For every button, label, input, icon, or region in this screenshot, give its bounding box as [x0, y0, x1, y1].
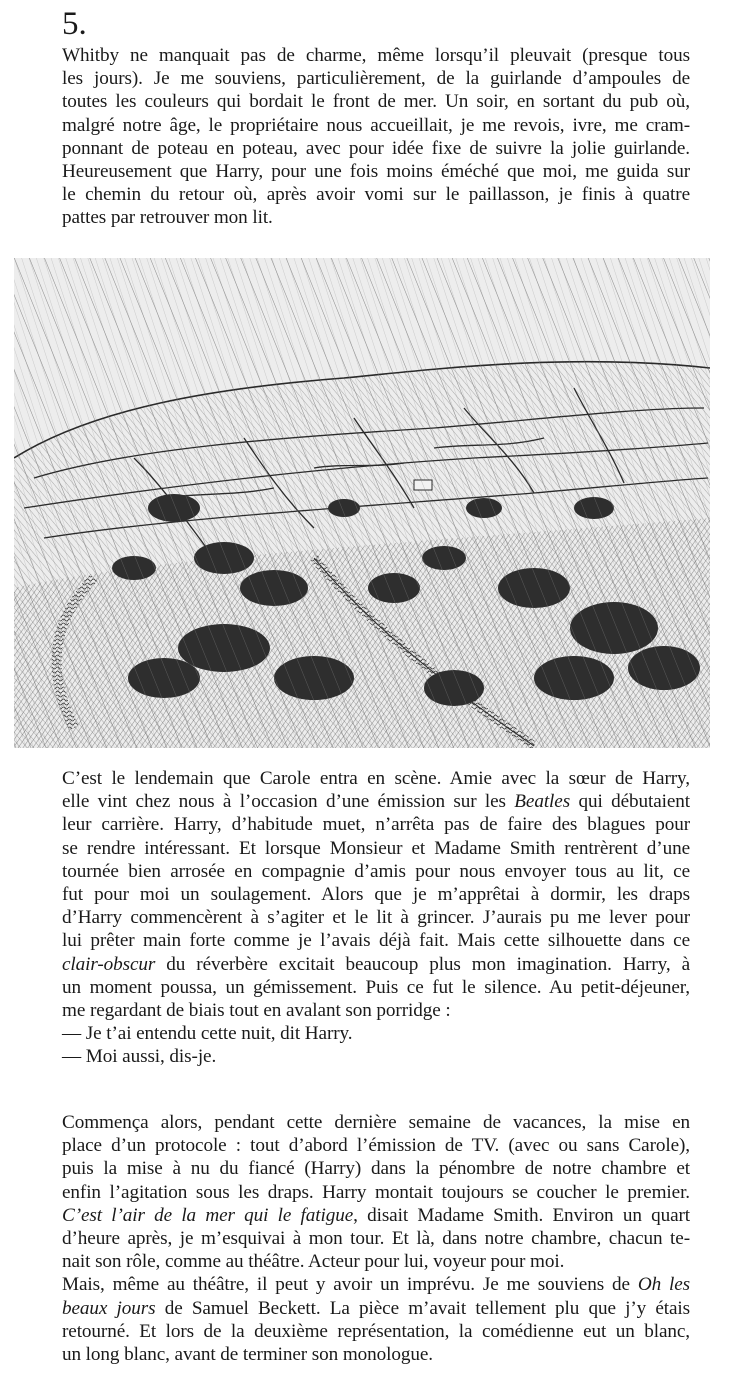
text-line: pattes par retrouver mon lit. — [62, 207, 273, 229]
paragraph-1 — [62, 44, 690, 230]
text-line — [62, 790, 690, 813]
text-line: le chemin du retour où, après avoir vomi sur le paillasson, je finis à quatre — [62, 184, 690, 206]
text-line — [62, 1273, 690, 1296]
text-line: place d’un protocole : tout d’abord l’émission de TV. (avec ou sans Carole), — [62, 1135, 690, 1157]
dialogue-line: — Moi aussi, dis-je. — [62, 1046, 217, 1068]
text-line: Heureusement que Harry, pour une fois moins éméché que moi, me guida sur — [62, 161, 690, 183]
text-line — [62, 1297, 690, 1320]
text-line: malgré notre âge, le propriétaire nous accueillait, je me revois, ivre, me cram- — [62, 114, 690, 136]
text-line: leur carrière. Harry, d’habitude muet, n’arrêta pas de faire des blagues pour — [62, 814, 690, 836]
text-line: d’heure après, je m’esquivai à mon tour. Et là, dans notre chambre, chacun te- — [62, 1228, 690, 1250]
text-run: de Samuel Beckett. La pièce m’avait tellement plu que j’y étais — [155, 1297, 690, 1319]
italic-term: clair-obscur — [62, 953, 156, 975]
text-line: C’est le lendemain que Carole entra en scène. Amie avec la sœur de Harry, — [62, 768, 690, 789]
text-line — [62, 1204, 690, 1227]
text-line: retourné. Et lors de la deuxième représentation, la comédienne eut un blanc, — [62, 1320, 690, 1342]
text-line: puis la mise à nu du fiancé (Harry) dans la pénombre de notre chambre et — [62, 1158, 690, 1180]
italic-title: Beatles — [514, 791, 571, 813]
text-run: Mais, même au théâtre, il peut y avoir un imprévu. Je me souviens de — [62, 1274, 638, 1296]
paragraph-3 — [62, 1111, 690, 1366]
text-line: lui prêter main forte comme je l’avais déjà fait. Mais cette silhouette dans ce — [62, 930, 690, 952]
landscape-illustration — [14, 258, 710, 748]
text-line: d’Harry commencèrent à s’agiter et le lit à grincer. J’aurais pu me lever pour — [62, 907, 690, 929]
text-line — [62, 953, 690, 976]
text-line: un moment poussa, un gémissement. Puis ce fut le silence. Au petit-déjeuner, — [62, 976, 690, 998]
text-line: Whitby ne manquait pas de charme, même lorsqu’il pleuvait (presque tous — [62, 45, 690, 66]
text-line: se rendre intéressant. Et lorsque Monsieur et Madame Smith rentrèrent d’une — [62, 837, 690, 859]
text-line: fut pour moi un soulagement. Alors que je m’apprêtai à dormir, les draps — [62, 884, 690, 906]
text-line: enfin l’agitation sous les draps. Harry montait toujours se coucher le premier. — [62, 1181, 690, 1203]
dialogue-line: — Je t’ai entendu cette nuit, dit Harry. — [62, 1023, 353, 1045]
text-line: Commença alors, pendant cette dernière semaine de vacances, la mise en — [62, 1112, 690, 1133]
text-run: elle vint chez nous à l’occasion d’une émission sur les — [62, 791, 515, 813]
text-run: , disait Madame Smith. Environ un quart — [353, 1204, 691, 1226]
paragraph-2 — [62, 767, 690, 1069]
italic-title: beaux jours — [62, 1297, 156, 1319]
text-line: me regardant de biais tout en avalant son porridge : — [62, 1000, 451, 1022]
chapter-number: 5. — [62, 6, 87, 42]
text-line: les jours). Je me souviens, particulièrement, de la guirlande d’ampoules de — [62, 68, 690, 90]
italic-quote: C’est l’air de la mer qui le fatigue — [62, 1204, 354, 1226]
text-line: nait son rôle, comme au théâtre. Acteur pour lui, voyeur pour moi. — [62, 1251, 565, 1273]
text-line: tournée bien arrosée en compagnie d’amis pour nous envoyer tous au lit, ce — [62, 860, 690, 882]
text-run: qui débutaient — [570, 791, 690, 813]
text-line: toutes les couleurs qui bordait le front de mer. Un soir, en sortant du pub où, — [62, 91, 690, 113]
italic-title: Oh les — [637, 1274, 690, 1296]
text-line: un long blanc, avant de terminer son monologue. — [62, 1344, 433, 1366]
text-run: du réverbère excitait beaucoup plus mon imagination. Harry, à — [155, 953, 690, 975]
text-line: ponnant de poteau en poteau, avec pour idée fixe de suivre la jolie guirlande. — [62, 137, 690, 159]
